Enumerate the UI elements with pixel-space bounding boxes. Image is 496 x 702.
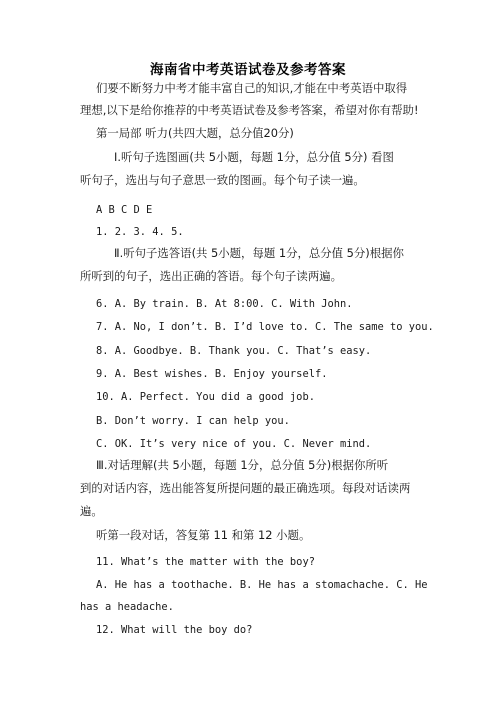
question-instruction: 听句子，选出与句子意思一致的图画。每个句子读一遍。 (80, 173, 365, 187)
question-instruction: Ⅰ.听句子选图画(共 5小题，每题 1分，总分值 5分) 看图 (114, 150, 394, 164)
answer-option: C. OK. It’s very nice of you. C. Never mind. (96, 438, 372, 450)
paragraph-line: 们要不断努力中考才能丰富自己的知识,才能在中考英语中取得 (96, 81, 408, 95)
paragraph-line: 理想,以下是给你推荐的中考英语试卷及参考答案，希望对你有帮助! (80, 103, 419, 117)
question-item: 12. What will the boy do? (96, 624, 253, 636)
question-item: 6. A. By train. B. At 8:00. C. With John. (96, 298, 353, 310)
answer-option: has a headache. (80, 601, 174, 613)
question-item: 7. A. No, I don’t. B. I’d love to. C. The same to you. (96, 321, 434, 333)
question-item: 9. A. Best wishes. B. Enjoy yourself. (96, 368, 328, 380)
question-item: 11. What’s the matter with the boy? (96, 556, 315, 568)
question-item: 8. A. Goodbye. B. Thank you. C. That’s easy. (96, 345, 372, 357)
question-instruction: 到的对话内容，选出能答复所提问题的最正确选项。每段对话读两 (80, 481, 411, 495)
document-title: 海南省中考英语试卷及参考答案 (150, 62, 346, 78)
picture-options: A B C D E (96, 204, 153, 216)
question-instruction: Ⅱ.听句子选答语(共 5小题，每题 1分，总分值 5分)根据你 (114, 246, 404, 260)
answer-option: A. He has a toothache. B. He has a stomachache. C. He (96, 579, 428, 591)
question-instruction: 所听到的句子，选出正确的答语。每个句子读两遍。 (80, 269, 342, 283)
question-item: 10. A. Perfect. You did a good job. (96, 391, 315, 403)
question-numbers: 1. 2. 3. 4. 5. (96, 226, 184, 238)
section-heading: 第一局部 听力(共四大题，总分值20分) (96, 126, 294, 140)
answer-option: B. Don’t worry. I can help you. (96, 415, 290, 427)
dialogue-instruction: 听第一段对话，答复第 11 和第 12 小题。 (96, 528, 311, 542)
question-instruction: Ⅲ.对话理解(共 5小题，每题 1分，总分值 5分)根据你所听 (96, 458, 389, 472)
question-instruction: 遍。 (80, 504, 103, 518)
